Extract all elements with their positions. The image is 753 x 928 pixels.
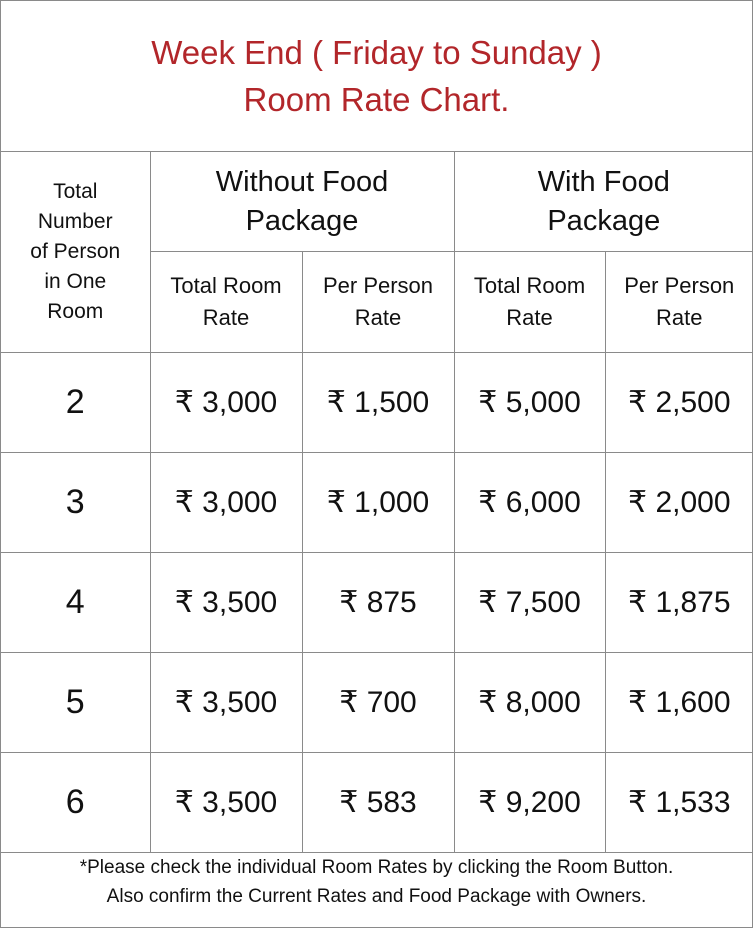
rate-cell: ₹ 2,000 (605, 453, 753, 553)
rate-cell: ₹ 3,500 (150, 553, 302, 653)
rate-cell: ₹ 7,500 (454, 553, 605, 653)
chart-title (1, 29, 752, 123)
table-row (1, 753, 753, 853)
sub-header-line: Total Room (170, 273, 282, 298)
title-line-1: Week End ( Friday to Sunday ) (151, 34, 602, 71)
group-header-line: Without Food (215, 165, 389, 198)
title-line-2: Room Rate Chart. (243, 81, 510, 118)
group-header-line: Package (245, 204, 359, 237)
footnote (1, 853, 752, 911)
rate-cell: ₹ 700 (302, 653, 454, 753)
rate-cell: ₹ 3,500 (150, 653, 302, 753)
persons-header-line: Number (37, 210, 113, 233)
rate-cell: ₹ 583 (302, 753, 454, 853)
persons-header-line: of Person (30, 240, 121, 263)
sub-header-total-room-rate (454, 252, 605, 353)
without-food-header (150, 152, 454, 252)
rate-cell: ₹ 1,000 (302, 453, 454, 553)
table-row (1, 553, 753, 653)
table-row (1, 653, 753, 753)
persons-cell: 2 (1, 353, 150, 453)
persons-cell: 6 (1, 753, 150, 853)
sub-header-line: Rate (656, 305, 703, 330)
table-row (1, 353, 753, 453)
persons-cell: 4 (1, 553, 150, 653)
footnote-line-2: Also confirm the Current Rates and Food Package with Owners. (106, 886, 647, 907)
rate-cell: ₹ 2,500 (605, 353, 753, 453)
group-header-line: With Food (537, 165, 670, 198)
persons-cell: 5 (1, 653, 150, 753)
rate-cell: ₹ 3,000 (150, 453, 302, 553)
table-row (1, 453, 753, 553)
sub-header-line: Rate (202, 305, 250, 330)
sub-header-line: Per Person (624, 273, 735, 298)
rate-cell: ₹ 3,500 (150, 753, 302, 853)
rate-cell: ₹ 9,200 (454, 753, 605, 853)
rate-cell: ₹ 1,875 (605, 553, 753, 653)
rate-cell: ₹ 1,500 (302, 353, 454, 453)
rate-cell: ₹ 8,000 (454, 653, 605, 753)
persons-header-line: Total (53, 180, 98, 203)
sub-header-total-room-rate (150, 252, 302, 353)
room-rate-table (1, 151, 753, 853)
sub-header-line: Per Person (322, 273, 434, 298)
persons-header-line: Room (47, 300, 104, 323)
footnote-line-1: *Please check the individual Room Rates by clicking the Room Button. (79, 857, 674, 878)
rate-cell: ₹ 875 (302, 553, 454, 653)
persons-header-line: in One (44, 270, 107, 293)
with-food-header (454, 152, 753, 252)
sub-header-per-person-rate (302, 252, 454, 353)
persons-cell: 3 (1, 453, 150, 553)
rate-cell: ₹ 3,000 (150, 353, 302, 453)
sub-header-line: Rate (506, 305, 553, 330)
sub-header-per-person-rate (605, 252, 753, 353)
sub-header-line: Rate (354, 305, 402, 330)
sub-header-line: Total Room (473, 273, 586, 298)
rate-cell: ₹ 6,000 (454, 453, 605, 553)
rate-cell: ₹ 5,000 (454, 353, 605, 453)
header-row-groups (1, 152, 753, 252)
persons-header (1, 152, 150, 353)
group-header-line: Package (547, 204, 661, 237)
rate-cell: ₹ 1,533 (605, 753, 753, 853)
rate-cell: ₹ 1,600 (605, 653, 753, 753)
